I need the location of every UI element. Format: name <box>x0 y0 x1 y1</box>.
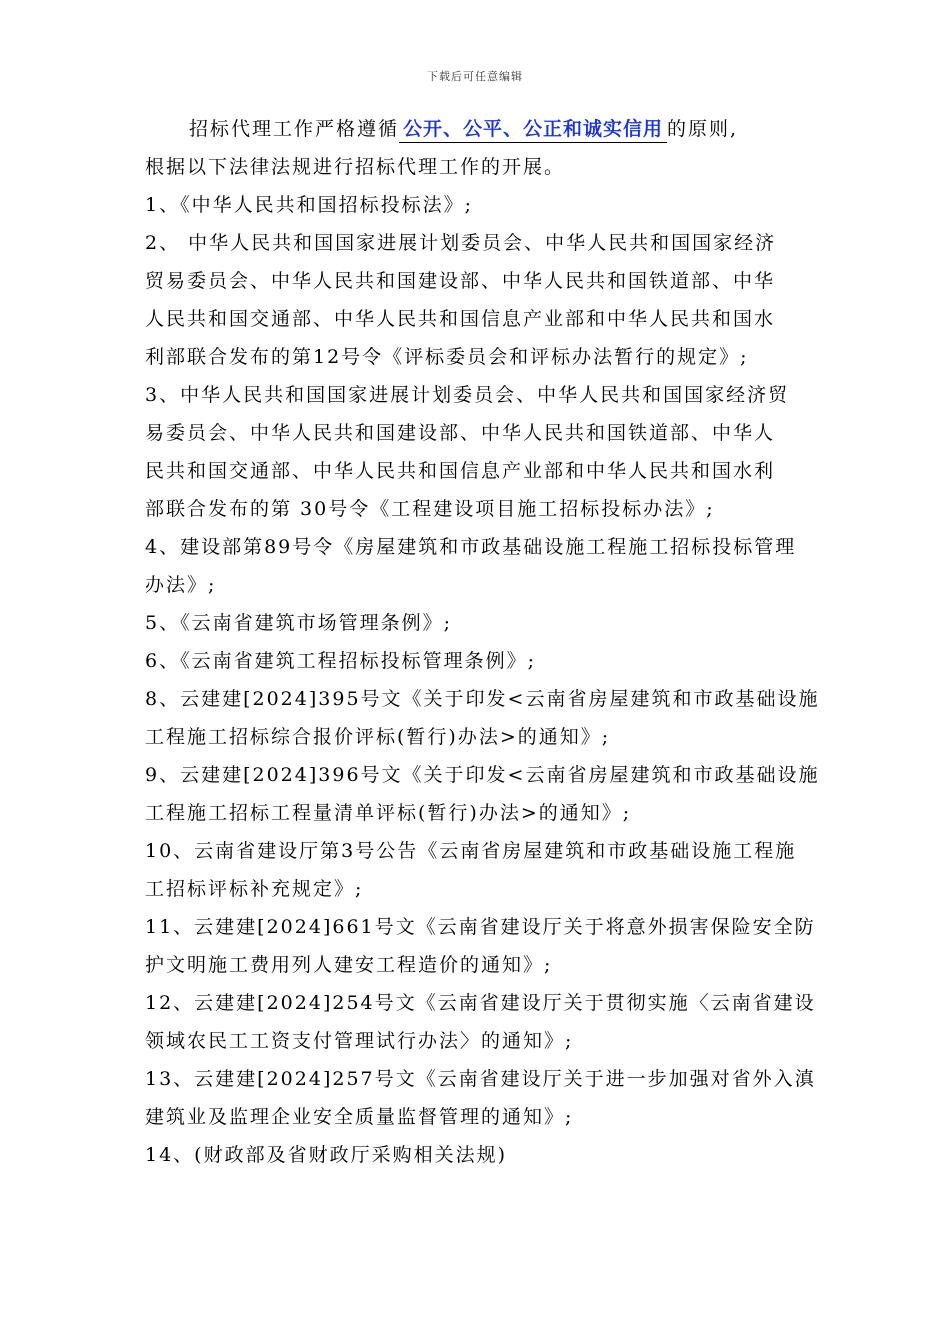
law-line: 3、中华人民共和国国家进展计划委员会、中华人民共和国国家经济贸 <box>145 384 790 406</box>
law-line: 12、云建建[2024]254号文《云南省建设厅关于贯彻实施〈云南省建设 <box>145 992 816 1014</box>
law-line: 2、 中华人民共和国国家进展计划委员会、中华人民共和国国家经济 <box>145 232 777 254</box>
law-line: 5、《云南省建筑市场管理条例》; <box>145 612 452 634</box>
principle-underline <box>399 116 667 143</box>
law-line: 6、《云南省建筑工程招标投标管理条例》; <box>145 650 536 672</box>
intro-prefix: 招标代理工作严格遵循 <box>189 118 400 140</box>
law-line: 护文明施工费用列人建安工程造价的通知》; <box>145 954 553 976</box>
law-line: 办法》; <box>145 574 217 596</box>
document-body <box>145 110 845 1174</box>
law-line: 工招标评标补充规定》; <box>145 878 364 900</box>
law-line: 10、云南省建设厅第3号公告《云南省房屋建筑和市政基础设施工程施 <box>145 840 797 862</box>
intro-line-2: 根据以下法律法规进行招标代理工作的开展。 <box>145 156 566 178</box>
law-line: 工程施工招标综合报价评标(暂行)办法>的通知》; <box>145 726 611 748</box>
law-line: 民共和国交通部、中华人民共和国信息产业部和中华人民共和国水利 <box>145 460 776 482</box>
law-line: 人民共和国交通部、中华人民共和国信息产业部和中华人民共和国水 <box>145 308 776 330</box>
law-line: 9、云建建[2024]396号文《关于印发<云南省房屋建筑和市政基础设施 <box>145 764 820 786</box>
intro-suffix: 的原则, <box>667 118 739 140</box>
law-line: 贸易委员会、中华人民共和国建设部、中华人民共和国铁道部、中华 <box>145 270 776 292</box>
law-line: 利部联合发布的第12号令《评标委员会和评标办法暂行的规定》; <box>145 346 749 368</box>
law-line: 部联合发布的第 30号令《工程建设项目施工招标投标办法》; <box>145 498 715 520</box>
law-line: 11、云建建[2024]661号文《云南省建设厅关于将意外损害保险安全防 <box>145 916 816 938</box>
law-line: 8、云建建[2024]395号文《关于印发<云南省房屋建筑和市政基础设施 <box>145 688 820 710</box>
law-line: 领域农民工工资支付管理试行办法〉的通知》; <box>145 1030 574 1052</box>
law-line: 1、《中华人民共和国招标投标法》; <box>145 194 473 216</box>
law-line: 易委员会、中华人民共和国建设部、中华人民共和国铁道部、中华人 <box>145 422 776 444</box>
principle-highlight: 公开、公平、公正和诚实信用 <box>403 118 664 140</box>
page-header: 下载后可任意编辑 <box>427 70 523 83</box>
intro-line <box>145 110 845 148</box>
law-line: 13、云建建[2024]257号文《云南省建设厅关于进一步加强对省外入滇 <box>145 1068 816 1090</box>
law-line: 工程施工招标工程量清单评标(暂行)办法>的通知》; <box>145 802 632 824</box>
law-line: 建筑业及监理企业安全质量监督管理的通知》; <box>145 1106 574 1128</box>
law-line: 14、(财政部及省财政厅采购相关法规) <box>145 1144 508 1166</box>
law-line: 4、建设部第89号令《房屋建筑和市政基础设施工程施工招标投标管理 <box>145 536 797 558</box>
